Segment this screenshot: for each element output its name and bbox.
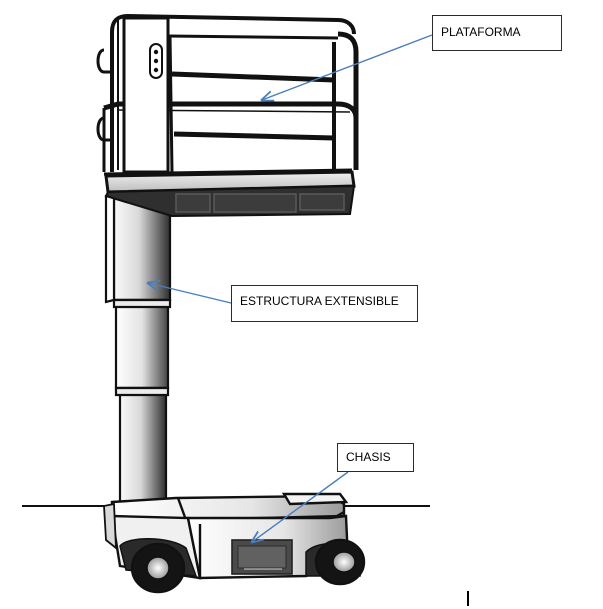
mast-label: ESTRUCTURA EXTENSIBLE [231, 285, 418, 322]
platform-arrow [262, 35, 432, 100]
chassis-label: CHASIS [337, 443, 414, 472]
chassis [104, 494, 364, 592]
platform [98, 16, 356, 216]
platform-label: PLATAFORMA [432, 15, 562, 51]
extensible-mast [106, 194, 170, 512]
text-cursor-mark [467, 591, 469, 606]
